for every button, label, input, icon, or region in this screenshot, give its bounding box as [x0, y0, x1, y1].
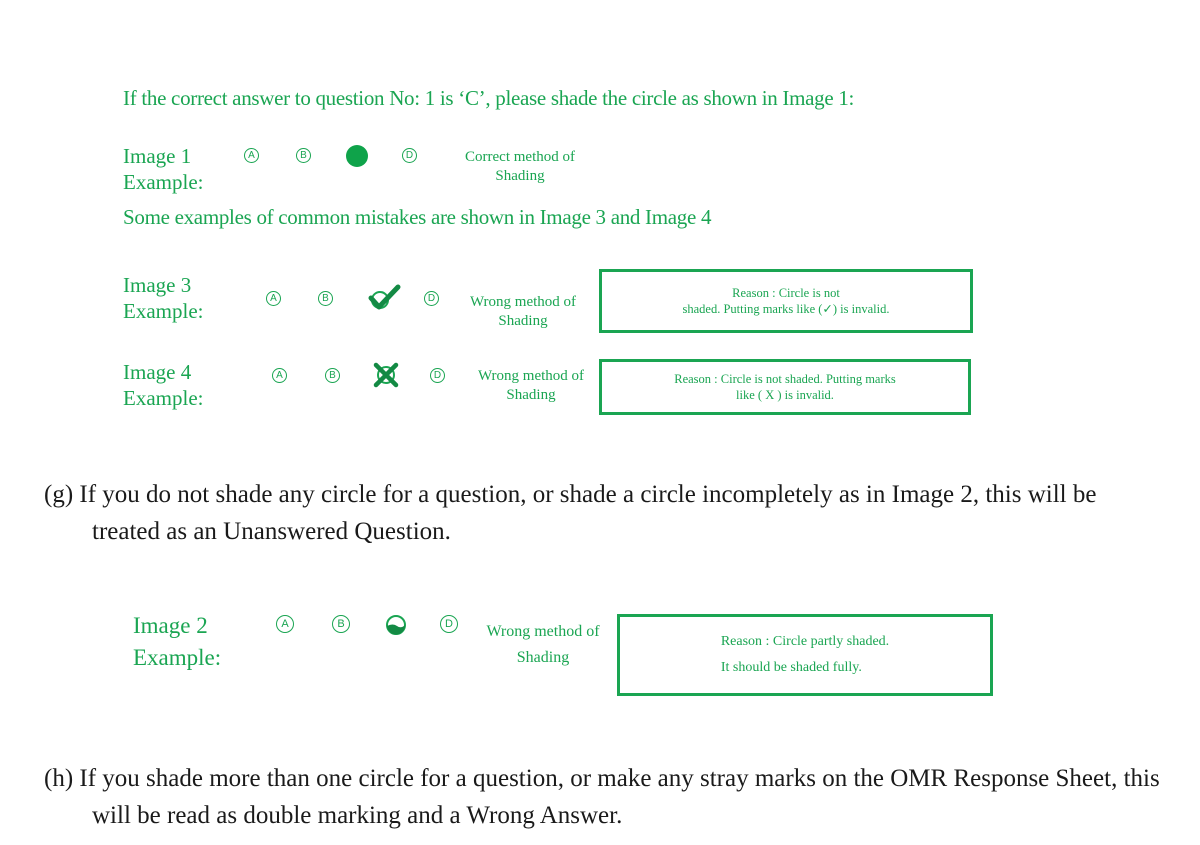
image1-label-line2: Example: — [123, 170, 204, 194]
image3-reason-line2: shaded. Putting marks like (✓) is invalid. — [682, 302, 890, 316]
image3-reason-box — [599, 269, 973, 333]
image3-label — [123, 272, 203, 324]
image4-caption-line1: Wrong method of — [477, 368, 585, 384]
instruction-h-text: (h) If you shade more than one circle for a question, or make any stray marks on the OMR Response Sheet, this will be read as double marking and a Wrong Answer. — [44, 765, 1160, 829]
image3-option-d: D — [424, 291, 439, 306]
image4-caption-line2: Shading — [506, 387, 556, 403]
image3-reason-line1: Reason : Circle is not — [732, 286, 840, 300]
image2-reason-line2: It should be shaded fully. — [720, 660, 862, 675]
image3-caption — [448, 293, 598, 331]
image1-label — [123, 143, 203, 195]
image4-reason-line1: Reason : Circle is not shaded. Putting marks — [674, 372, 896, 386]
image4-label-line1: Image 4 — [123, 360, 192, 384]
image4-option-b: B — [325, 368, 340, 383]
image2-caption — [468, 619, 618, 671]
image4-label — [123, 359, 203, 411]
image2-option-a: A — [276, 615, 294, 633]
image2-reason-line1: Reason : Circle partly shaded. — [720, 634, 890, 649]
intro-instruction: If the correct answer to question No: 1 is ‘C’, please shade the circle as shown in Image 1: — [123, 86, 855, 110]
image2-caption-line2: Shading — [516, 649, 570, 666]
image1-option-d: D — [402, 148, 417, 163]
image3-caption-line1: Wrong method of — [469, 294, 577, 310]
image3-option-a: A — [266, 291, 281, 306]
image4-option-d: D — [430, 368, 445, 383]
image2-label — [133, 610, 221, 674]
instruction-g-text: (g) If you do not shade any circle for a question, or shade a circle incompletely as in Image 2, this will be treated as an Unanswered Question. — [44, 481, 1097, 545]
image3-label-line2: Example: — [123, 299, 204, 323]
image1-caption — [445, 148, 595, 186]
image4-caption — [456, 367, 606, 405]
image4-reason-box — [599, 359, 971, 415]
image1-option-c-filled — [346, 145, 368, 167]
cross-mark-icon — [372, 362, 400, 388]
image1-option-b: B — [296, 148, 311, 163]
image2-label-line1: Image 2 — [133, 613, 208, 638]
image1-label-line1: Image 1 — [123, 144, 192, 168]
check-mark-icon — [366, 283, 402, 313]
image4-label-line2: Example: — [123, 386, 204, 410]
image2-option-d: D — [440, 615, 458, 633]
mistakes-heading: Some examples of common mistakes are shown in Image 3 and Image 4 — [123, 205, 712, 229]
image1-caption-line2: Shading — [495, 168, 545, 184]
image2-caption-line1: Wrong method of — [486, 623, 600, 640]
image3-option-b: B — [318, 291, 333, 306]
image1-option-a: A — [244, 148, 259, 163]
instruction-g — [44, 476, 1164, 550]
image3-label-line1: Image 3 — [123, 273, 192, 297]
image2-label-line2: Example: — [133, 645, 222, 670]
instruction-h — [44, 760, 1164, 834]
image2-option-b: B — [332, 615, 350, 633]
image2-reason-box — [617, 614, 993, 696]
image4-reason-line2: like ( X ) is invalid. — [736, 388, 834, 402]
image1-caption-line1: Correct method of — [465, 149, 575, 165]
partial-fill-circle-icon — [385, 614, 407, 636]
image4-option-a: A — [272, 368, 287, 383]
image3-caption-line2: Shading — [498, 313, 548, 329]
